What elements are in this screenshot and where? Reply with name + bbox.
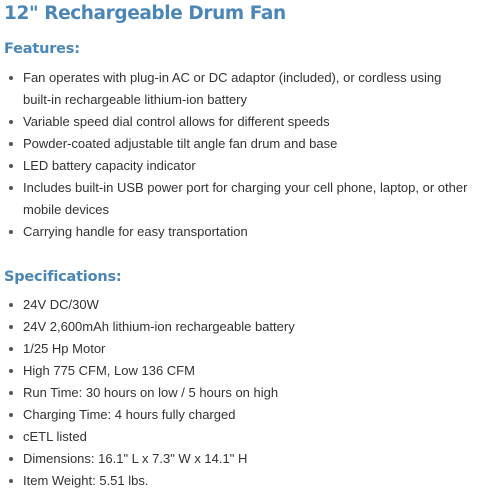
page-title: 12" Rechargeable Drum Fan: [4, 3, 286, 24]
feature-item-text: Carrying handle for easy transportation: [23, 224, 248, 239]
feature-item-text: Fan operates with plug-in AC or DC adaptor (included), or cordless using built-in rechargeable lithium-ion battery: [23, 70, 442, 107]
spec-item-text: High 775 CFM, Low 136 CFM: [23, 363, 195, 378]
feature-item: [0, 67, 481, 111]
feature-item-text: Variable speed dial control allows for different speeds: [23, 114, 330, 129]
spec-item: [0, 404, 481, 426]
bullet-dot-icon: [9, 76, 13, 80]
bullet-dot-icon: [9, 230, 13, 234]
feature-item-text: Powder-coated adjustable tilt angle fan drum and base: [23, 136, 338, 151]
spec-item-text: Charging Time: 4 hours fully charged: [23, 407, 236, 422]
feature-item: [0, 221, 481, 243]
spec-item-text: Run Time: 30 hours on low / 5 hours on high: [23, 385, 279, 400]
feature-item: [0, 177, 481, 221]
spec-item: [0, 316, 481, 338]
features-list: [0, 67, 481, 243]
bullet-dot-icon: [9, 186, 13, 190]
bullet-dot-icon: [9, 164, 13, 168]
feature-item: [0, 155, 481, 177]
bullet-dot-icon: [9, 142, 13, 146]
feature-item-text: LED battery capacity indicator: [23, 158, 196, 173]
bullet-dot-icon: [9, 303, 13, 307]
bullet-dot-icon: [9, 413, 13, 417]
feature-item-text: Includes built-in USB power port for charging your cell phone, laptop, or other mobile devices: [23, 180, 468, 217]
features-heading: Features:: [4, 41, 80, 57]
spec-item-text: Dimensions: 16.1" L x 7.3" W x 14.1" H: [23, 451, 248, 466]
bullet-dot-icon: [9, 435, 13, 439]
spec-item: [0, 294, 481, 316]
spec-item-text: 1/25 Hp Motor: [23, 341, 106, 356]
spec-item: [0, 360, 481, 382]
bullet-dot-icon: [9, 479, 13, 483]
bullet-dot-icon: [9, 457, 13, 461]
spec-item: [0, 382, 481, 404]
feature-item: [0, 133, 481, 155]
specifications-list: [0, 294, 481, 492]
feature-item: [0, 111, 481, 133]
bullet-dot-icon: [9, 120, 13, 124]
spec-item: [0, 426, 481, 448]
specifications-heading: Specifications:: [4, 269, 122, 285]
bullet-dot-icon: [9, 369, 13, 373]
spec-item: [0, 470, 481, 492]
spec-item: [0, 448, 481, 470]
bullet-dot-icon: [9, 391, 13, 395]
spec-item-text: 24V DC/30W: [23, 297, 99, 312]
spec-item-text: 24V 2,600mAh lithium-ion rechargeable battery: [23, 319, 295, 334]
spec-item-text: Item Weight: 5.51 lbs.: [23, 473, 149, 488]
bullet-dot-icon: [9, 325, 13, 329]
bullet-dot-icon: [9, 347, 13, 351]
spec-item: [0, 338, 481, 360]
spec-item-text: cETL listed: [23, 429, 87, 444]
